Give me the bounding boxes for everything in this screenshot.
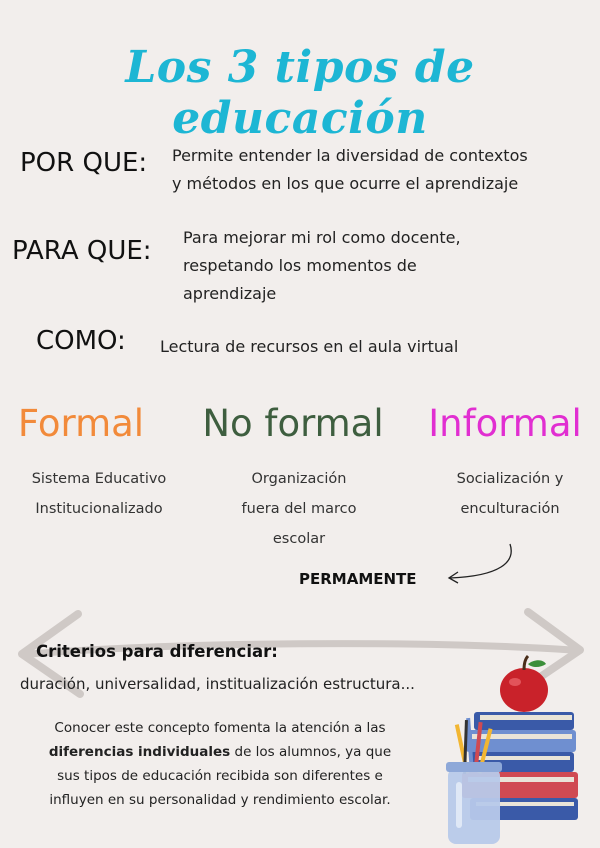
conclusion-bold: diferencias individuales xyxy=(48,744,231,760)
conclusion-paragraph xyxy=(10,716,430,812)
para-que-label: PARA QUE: xyxy=(12,236,152,266)
page-title: Los 3 tipos de educación xyxy=(125,42,475,144)
conclusion-line-2 xyxy=(10,740,430,764)
como-label: COMO: xyxy=(36,326,126,356)
type-formal-desc xyxy=(4,464,194,524)
por-que-text xyxy=(172,142,528,198)
como-text: Lectura de recursos en el aula virtual xyxy=(160,337,459,356)
type-informal-heading: Informal xyxy=(428,402,582,445)
conclusion-line-3: sus tipos de educación recibida son diferentes e xyxy=(57,768,383,784)
para-que-line-3: aprendizaje xyxy=(183,284,277,303)
conclusion-line-2-rest: de los alumnos, ya que xyxy=(230,744,392,760)
criterios-title: Criterios para diferenciar: xyxy=(36,642,278,661)
type-informal-desc-line-1: Socialización y xyxy=(456,471,564,487)
type-formal-heading: Formal xyxy=(17,402,145,445)
por-que-line-2: y métodos en los que ocurre el aprendizaje xyxy=(172,174,519,193)
type-informal-desc xyxy=(430,464,590,524)
para-que-line-2: respetando los momentos de xyxy=(183,256,417,275)
conclusion-line-4: influyen en su personalidad y rendimiento escolar. xyxy=(49,792,391,808)
curved-arrow-icon xyxy=(440,540,530,590)
para-que-line-1: Para mejorar mi rol como docente, xyxy=(183,228,461,247)
type-no-formal-desc-line-3: escolar xyxy=(272,531,326,547)
type-no-formal-desc-line-1: Organización xyxy=(251,471,347,487)
type-formal-desc-line-2: Institucionalizado xyxy=(35,501,163,517)
type-no-formal-desc xyxy=(214,464,384,554)
type-formal-desc-line-1: Sistema Educativo xyxy=(31,471,167,487)
type-informal-desc-line-2: enculturación xyxy=(460,501,560,517)
type-no-formal-desc-line-2: fuera del marco xyxy=(241,501,357,517)
type-no-formal-heading: No formal xyxy=(202,402,384,445)
por-que-label: POR QUE: xyxy=(20,148,148,178)
conclusion-line-1: Conocer este concepto fomenta la atención a las xyxy=(54,720,386,736)
criterios-text: duración, universalidad, institualización estructura... xyxy=(20,675,415,693)
apple-icon xyxy=(500,656,548,712)
para-que-text xyxy=(183,224,461,308)
por-que-line-1: Permite entender la diversidad de contextos xyxy=(172,146,528,165)
permanente-label: PERMAMENTE xyxy=(299,570,417,588)
books-apple-pencils-illustration xyxy=(440,652,600,848)
